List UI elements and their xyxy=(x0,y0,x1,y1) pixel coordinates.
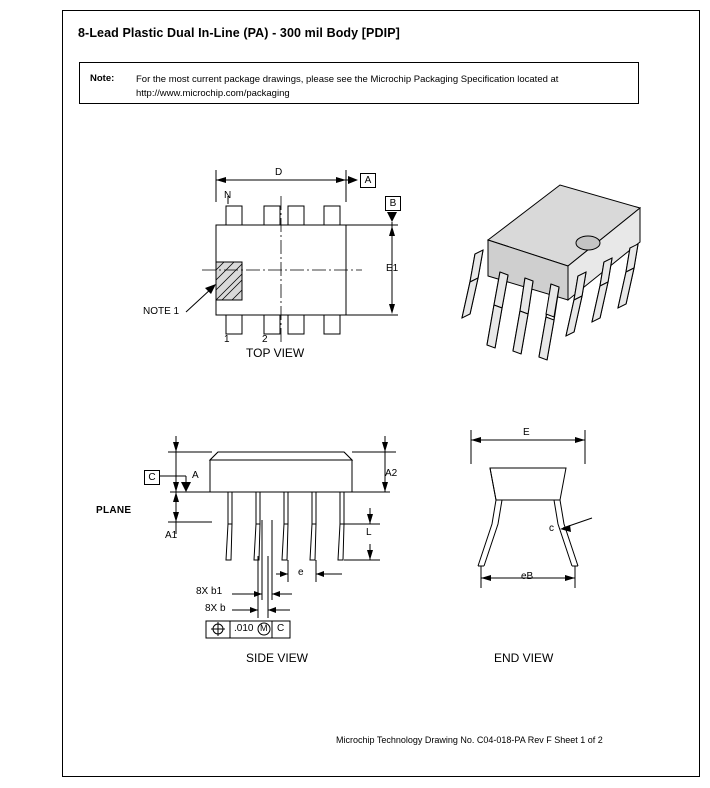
dim-b-label: 8X b xyxy=(205,603,226,614)
dim-e1-label: E1 xyxy=(386,263,399,274)
dim-e-end-label: E xyxy=(523,427,530,438)
page-title: 8-Lead Plastic Dual In-Line (PA) - 300 mil Body [PDIP] xyxy=(78,26,400,40)
datum-c-side: C xyxy=(144,470,160,485)
note1-label: NOTE 1 xyxy=(143,306,180,317)
note-text: For the most current package drawings, please see the Microchip Packaging Specification located at http://www.microchip.com/packaging xyxy=(136,74,559,99)
fcf-datum: C xyxy=(277,623,285,634)
datum-b-top: B xyxy=(385,196,401,211)
datum-a-top: A xyxy=(360,173,376,188)
dim-a1-label: A1 xyxy=(165,530,178,541)
top-view-label: TOP VIEW xyxy=(246,346,305,360)
dim-d-label: D xyxy=(275,167,283,178)
plane-label: PLANE xyxy=(96,505,132,516)
footer-text: Microchip Technology Drawing No. C04-018-PA Rev F Sheet 1 of 2 xyxy=(336,735,603,745)
pin-n-label: N xyxy=(224,190,232,201)
pin-1-label: 1 xyxy=(224,334,230,345)
dim-e-pitch-label: e xyxy=(298,567,304,578)
dim-b1-label: 8X b1 xyxy=(196,586,223,597)
dim-a-label: A xyxy=(192,470,199,481)
dim-a2-label: A2 xyxy=(385,468,398,479)
fcf-tolerance: .010 xyxy=(234,623,254,634)
side-view-label: SIDE VIEW xyxy=(246,651,309,665)
end-view-label: END VIEW xyxy=(494,651,554,665)
fcf-modifier: M xyxy=(260,623,268,633)
pin-2-label: 2 xyxy=(262,334,268,345)
dim-eb-label: eB xyxy=(521,571,534,582)
note-label: Note: xyxy=(90,73,115,84)
dim-c-label: c xyxy=(549,523,554,534)
dim-l-label: L xyxy=(366,527,372,538)
